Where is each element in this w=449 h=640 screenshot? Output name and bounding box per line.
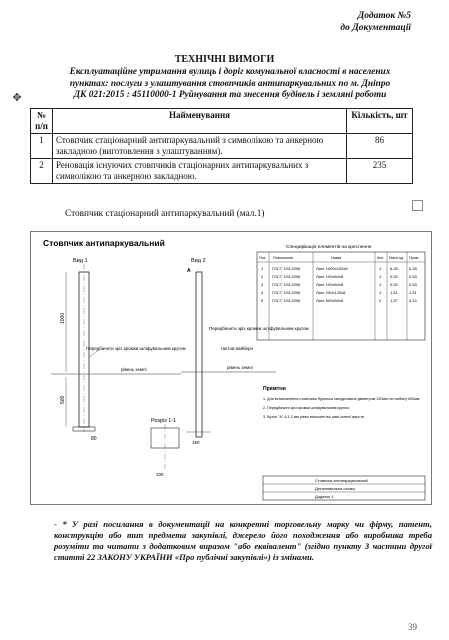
subtitle-line-2: пунктах: послуги з улаштування стовпчиків антипаркувальних по м. Дніпро <box>69 78 391 89</box>
spec-cell: Лист 100х84х8 <box>316 274 344 279</box>
spec-rows <box>261 266 418 303</box>
stamp-line-3: Додаток 1 <box>315 494 334 499</box>
spec-h-qty: Кол. <box>377 256 385 260</box>
note-3: 3. Вузол "А" Δ 1-2 мм рівно виконати всі шви зонної жерсти <box>263 415 365 419</box>
view-2-label: Вид 2 <box>191 258 206 264</box>
spec-cell: 1,51 <box>409 290 417 295</box>
spec-h-name: Назва <box>331 256 342 260</box>
spec-row <box>261 290 418 295</box>
spec-cell: 0,53 <box>409 282 417 287</box>
spec-cell: 0,53 <box>390 282 398 287</box>
spec-header <box>259 256 419 260</box>
figure-caption: Стовпчик стаціонарний антипаркувальний (мал.1) <box>65 209 265 219</box>
footnote <box>54 519 432 563</box>
stamp-line-1: Стовпчик антипаркувальний <box>315 478 368 483</box>
spec-cell: 1,57 <box>390 298 398 303</box>
spec-cell: 4 <box>261 290 264 295</box>
spec-cell: 1 <box>261 266 264 271</box>
spec-cell: 5 <box>261 298 264 303</box>
spec-h-note: Прим. <box>409 256 420 260</box>
spec-cell: ГОСТ 103-2006 <box>272 298 301 303</box>
spec-cell: 1 <box>379 282 382 287</box>
spec-h-pos: Поз. <box>259 256 267 260</box>
spec-row <box>261 274 418 279</box>
dim-150: 150 <box>192 440 200 445</box>
note-1: 1. Для встановлення стовпчика буриться свердловина діаметром 120мм на глибину 600мм. <box>263 397 421 401</box>
note-2: 2. Передбачити зріз кромки шліфувальним кругом. <box>263 406 350 410</box>
technical-drawing[interactable] <box>30 231 432 505</box>
dim-80: 80 <box>91 436 97 442</box>
table-row <box>31 134 413 159</box>
table-header-row <box>31 109 413 134</box>
stamp-line-2: Деталювальна схема. <box>315 486 356 491</box>
header-qty: Кількість, шт <box>347 109 413 134</box>
table-resize-handle[interactable] <box>412 200 423 211</box>
ground-label-2: рівень землі <box>227 365 253 370</box>
appendix-line-1: Додаток №5 <box>357 11 411 21</box>
row-name: Стовпчик стаціонарний антипаркувальний з символікою та анкерною закладною (виготовлення з улаштуванням). <box>53 134 347 159</box>
spec-cell: 0,53 <box>409 274 417 279</box>
appendix-label <box>340 10 411 34</box>
spec-cell: 2 <box>261 274 264 279</box>
spec-cell: 0,53 <box>390 274 398 279</box>
appendix-line-2: до Документації <box>340 23 411 33</box>
spec-cell: ГОСТ 103-2006 <box>272 282 301 287</box>
spec-cell: ГОСТ 103-2006 <box>272 266 301 271</box>
dim-100: 100 <box>156 472 164 477</box>
subtitle-line-3: ДК 021:2015 : 45110000-1 Руйнування та знесення будівель і земляні роботи <box>73 90 387 100</box>
spec-cell: 6,28 <box>409 266 417 271</box>
view-1-label: Вид 1 <box>73 258 88 264</box>
spec-row <box>261 282 418 287</box>
row-name: Реновація існуючих стовпчиків стаціонарних антипаркувальних з символікою та анкерною закладною. <box>53 159 347 184</box>
drawing-title: Стовпчик антипаркувальний <box>43 238 165 248</box>
spec-cell: Лист 500х50х8 <box>316 298 344 303</box>
spec-cell: 6,28 <box>390 266 398 271</box>
doc-subtitle <box>30 67 430 102</box>
row-qty: 235 <box>347 159 413 184</box>
dim-1000: 1000 <box>60 312 66 324</box>
spec-cell: 1 <box>379 290 382 295</box>
spec-title: Специфікація елементів на креслення <box>286 245 372 250</box>
spec-row <box>261 266 418 271</box>
table-row <box>31 159 413 184</box>
spec-cell: ГОСТ 103-2006 <box>272 274 301 279</box>
row-num: 2 <box>31 159 53 184</box>
galv-label: гаптов.вайберн <box>221 346 254 351</box>
requirements-table <box>30 108 413 184</box>
ground-label: рівень землі <box>121 367 147 372</box>
row-qty: 86 <box>347 134 413 159</box>
spec-cell: Лист 100х84х8 <box>316 282 344 287</box>
doc-title: ТЕХНІЧНІ ВИМОГИ <box>174 54 275 65</box>
page-number: 39 <box>408 622 417 632</box>
spec-cell: 3,14 <box>409 298 417 303</box>
spec-cell: Лист 200х120х8 <box>316 290 346 295</box>
spec-cell: 2 <box>379 298 382 303</box>
spec-h-mass: Маса од. <box>389 256 404 260</box>
spec-cell: ГОСТ 103-2006 <box>272 290 301 295</box>
row-num: 1 <box>31 134 53 159</box>
grind-leader-1 <box>89 350 99 357</box>
spec-cell: Лист 1000х100х8 <box>316 266 348 271</box>
footnote-bullet: - <box>54 519 57 529</box>
dim-500: 500 <box>60 395 66 404</box>
spec-h-code: Позначення <box>273 256 293 260</box>
node-a-label: А <box>187 268 191 274</box>
subtitle-line-1: Експлуатаційне утримання вулиць і доріг комунальної власності в населених <box>69 67 391 77</box>
grind-label: Передбачити зріз кромки шліфувальним кругом <box>86 346 186 351</box>
spec-row <box>261 298 418 303</box>
spec-cell: 1,51 <box>390 290 398 295</box>
spec-cell: 1 <box>379 266 382 271</box>
post-view-2 <box>196 272 202 437</box>
grind-label-2: Передбачити зріз кромки шліфувальним кругом <box>209 326 309 331</box>
header-name: Найменування <box>53 109 347 134</box>
spec-cell: 1 <box>379 274 382 279</box>
header-num: № п/п <box>31 109 53 134</box>
notes-title: Примітки <box>263 386 286 392</box>
table-move-handle-icon[interactable]: ✥ <box>12 91 22 104</box>
spec-cell: 3 <box>261 282 264 287</box>
drawing-svg <box>31 232 431 504</box>
footnote-text: * У разі посилання в документації на конкретні торговельну марку чи фірму, патент, конструкцію або тип предмета закупівлі, джерело його походження або виробника треба розуміти та читати з додатковим виразом "або еквівалент" (згідно пункту 3 частини другої статті 22 ЗАКОНУ УКРАЇНИ «Про публічні закупівлі») із змінами. <box>54 519 433 562</box>
section-label: Розріз 1-1 <box>151 418 177 424</box>
